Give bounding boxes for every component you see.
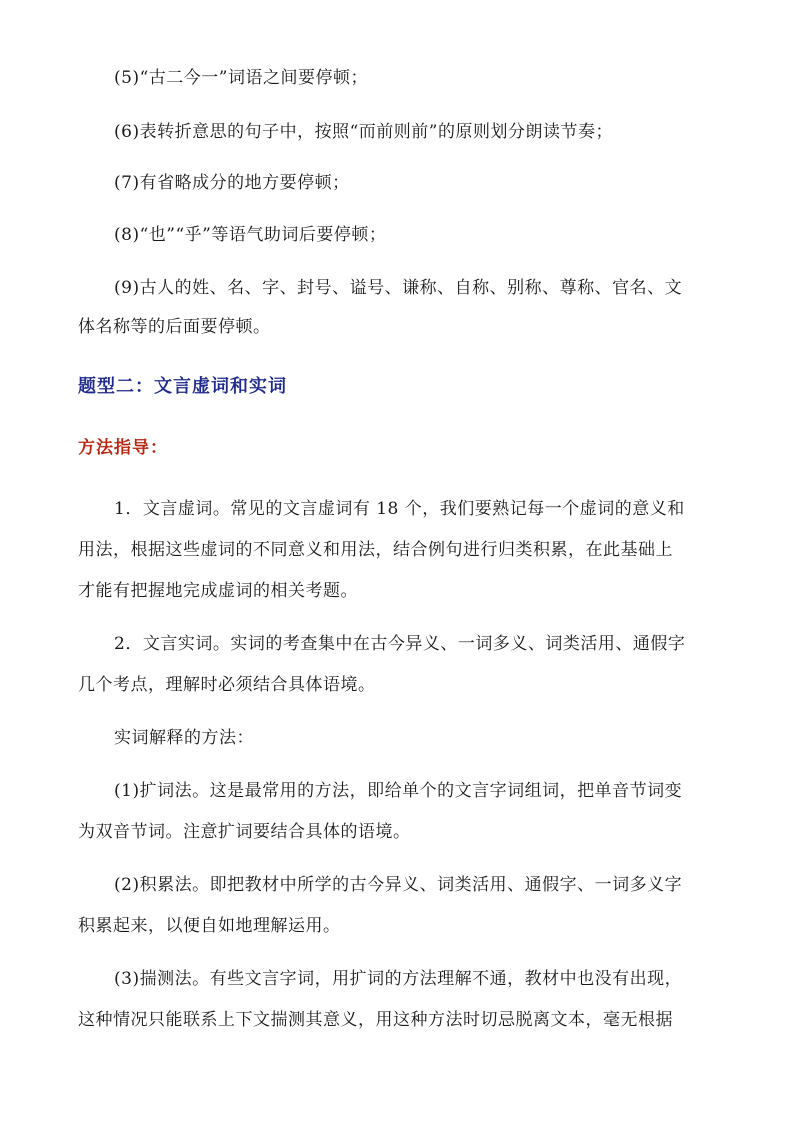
method-heading: 方法指导：: [78, 438, 168, 458]
method-3-line-1: (3)揣测法。有些文言字词，用扩词的方法理解不通，教材中也没有出现，: [114, 969, 683, 989]
rule-9-line-2: 体名称等的后面要停顿。: [78, 317, 271, 337]
rule-6: (6)表转折意思的句子中，按照“而前则前”的原则划分朗读节奏；: [114, 122, 613, 142]
rule-7: (7)有省略成分的地方要停顿；: [114, 173, 350, 193]
method-1-line-1: (1)扩词法。这是最常用的方法，即给单个的文言字词组词，把单音节词变: [114, 781, 683, 801]
method-2-line-2: 积累起来，以便自如地理解运用。: [78, 916, 341, 936]
method-list-intro: 实词解释的方法：: [114, 728, 254, 748]
section-heading: 题型二：文言虚词和实词: [78, 376, 287, 397]
method-3-line-2: 这种情况只能联系上下文揣测其意义，用这种方法时切忌脱离文本，毫无根据: [78, 1010, 673, 1030]
paragraph-1-line-2: 用法，根据这些虚词的不同意义和用法，结合例句进行归类积累，在此基础上: [78, 540, 673, 560]
rule-5: (5)“古二今一”词语之间要停顿；: [114, 68, 368, 88]
paragraph-2-line-1: 2．文言实词。实词的考查集中在古今异义、一词多义、词类活用、通假字: [114, 634, 686, 654]
rule-8: (8)“也”“乎”等语气助词后要停顿；: [114, 225, 387, 245]
paragraph-2-line-2: 几个考点，理解时必须结合具体语境。: [78, 675, 376, 695]
paragraph-1-line-1: 1．文言虚词。常见的文言虚词有 18 个，我们要熟记每一个虚词的意义和: [114, 499, 685, 519]
rule-9-line-1: (9)古人的姓、名、字、封号、谥号、谦称、自称、别称、尊称、官名、文: [114, 278, 683, 298]
method-2-line-1: (2)积累法。即把教材中所学的古今异义、词类活用、通假字、一词多义字: [114, 875, 683, 895]
paragraph-1-line-3: 才能有把握地完成虚词的相关考题。: [78, 581, 358, 601]
method-1-line-2: 为双音节词。注意扩词要结合具体的语境。: [78, 822, 411, 842]
